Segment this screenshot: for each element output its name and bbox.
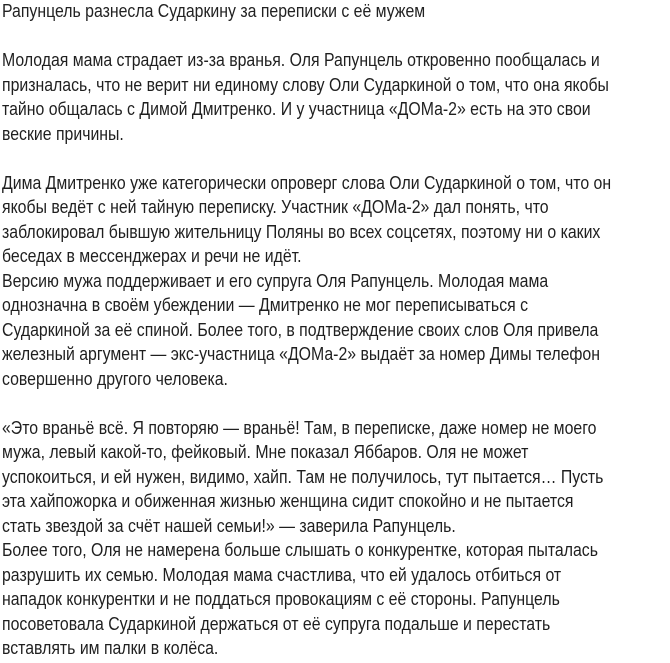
text-line: Молодая мама страдает из-за вранья. Оля Рапунцель откровенно пообщалась и [2, 50, 600, 70]
text-line: однозначна в своём убеждении — Дмитренко не мог переписываться с [2, 295, 529, 315]
text-line: железный аргумент — экс-участница «ДОМа-2» выдаёт за номер Димы телефон [2, 344, 600, 364]
text-line: заблокировал бывшую жительницу Поляны во всех соцсетях, поэтому ни о каких [2, 221, 601, 242]
text-line: эта хайпожорка и обиженная жизнью женщина сидит спокойно и не пытается [2, 491, 574, 511]
text-line: успокоиться, и ей нужен, видимо, хайп. Там не получилось, тут пытается… Пусть [2, 466, 604, 487]
text-line: тайно общалась с Димой Дмитренко. И у участница «ДОМа-2» есть на это свои [2, 99, 591, 119]
text-line: беседах в мессенджерах и речи не идёт. [2, 246, 302, 266]
text-line: совершенно другого человека. [2, 368, 228, 389]
text-line: якобы ведёт с ней тайную переписку. Участник «ДОМа-2» дал понять, что [2, 197, 549, 217]
text-line: Дима Дмитренко уже категорически опроверг слова Оли Сударкиной о том, что он [2, 172, 612, 193]
text-line: веские причины. [2, 123, 124, 144]
text-line: мужа, левый какой-то, фейковый. Мне показал Яббаров. Оля не может [2, 442, 529, 462]
article [2, 0, 670, 661]
paragraph-2 [2, 171, 670, 269]
paragraph-5 [2, 538, 670, 661]
text-line: посоветовала Сударкиной держаться от её супруга подальше и перестать [2, 613, 551, 634]
text-line: «Это враньё всё. Я повторяю — враньё! Там, в переписке, даже номер не моего [2, 417, 597, 438]
text-line: разрушить их семью. Молодая мама счастлива, что ей удалось отбиться от [2, 564, 562, 585]
text-line: призналась, что не верит ни единому слову Оли Сударкиной о том, что она якобы [2, 74, 609, 95]
text-line: стать звездой за счёт нашей семьи!» — заверила Рапунцель. [2, 515, 456, 536]
paragraph-4-quote [2, 416, 670, 539]
text-line: вставлять им палки в колёса. [2, 638, 219, 658]
text-line: Сударкиной за её спиной. Более того, в подтверждение своих слов Оля привела [2, 319, 599, 340]
paragraph-1 [2, 48, 670, 146]
text-line: Версию мужа поддерживает и его супруга Оля Рапунцель. Молодая мама [2, 270, 549, 291]
article-title: Рапунцель разнесла Сударкину за переписки с её мужем [2, 1, 426, 21]
text-line: Более того, Оля не намерена больше слышать о конкурентке, которая пыталась [2, 540, 598, 560]
paragraph-3 [2, 269, 670, 392]
text-line: нападок конкурентки и не поддаться провокациям с её стороны. Рапунцель [2, 589, 560, 609]
